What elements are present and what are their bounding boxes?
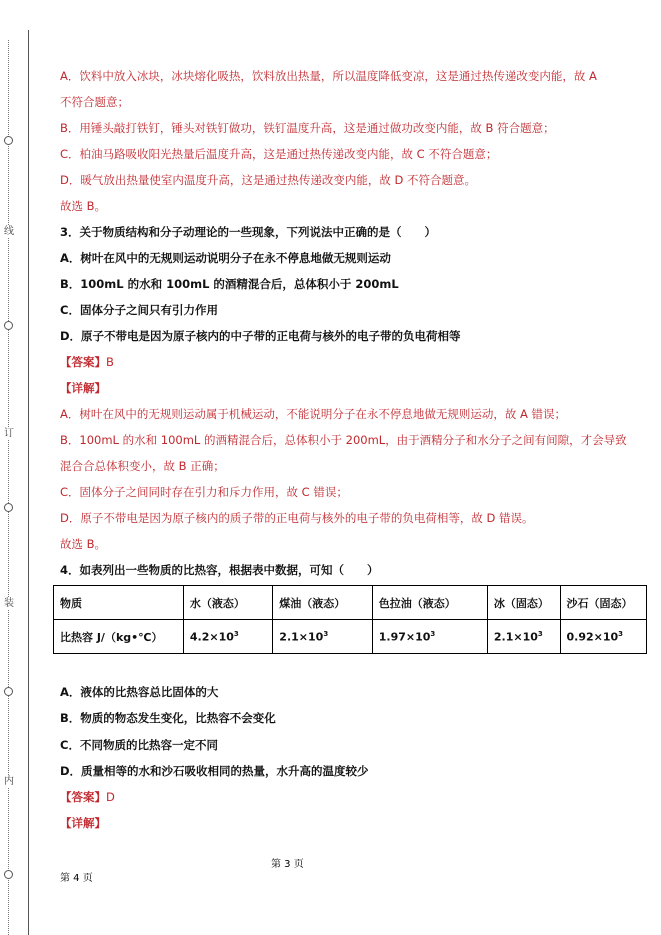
margin-char-nei: 内 xyxy=(4,776,14,787)
specific-heat-table xyxy=(53,585,647,654)
margin-dotted-line xyxy=(8,40,9,935)
table-header-cell: 煤油（液态） xyxy=(273,586,372,620)
margin-solid-line xyxy=(28,30,29,935)
page-number-left: 第 4 页 xyxy=(60,873,93,884)
q3-option-b: B．100mL 的水和 100mL 的酒精混合后，总体积小于 200mL xyxy=(60,277,399,291)
margin-char-ding: 订 xyxy=(4,428,14,439)
table-cell-ice: $2.1\times 10^3$ xyxy=(487,620,560,654)
q4-option-a: A．液体的比热容总比固体的大 xyxy=(60,685,219,699)
q2-explain-b: B．用锤头敲打铁钉，锤头对铁钉做功，铁钉温度升高，这是通过做功改变内能，故 B 符合题意； xyxy=(60,121,555,135)
q3-explain-c: C．固体分子之间同时存在引力和斥力作用，故 C 错误； xyxy=(60,485,348,499)
q3-explain-d: D．原子不带电是因为原子核内的质子带的正电荷与核外的电子带的负电荷相等，故 D 错误。 xyxy=(60,511,534,525)
table-cell-salad-oil: $1.97\times 10^3$ xyxy=(372,620,487,654)
q3-answer-value: B xyxy=(106,355,114,369)
table-row xyxy=(54,620,647,654)
margin-circle xyxy=(4,321,13,330)
table-cell-kerosene: $2.1\times 10^3$ xyxy=(273,620,372,654)
q3-stem: 3．关于物质结构和分子动理论的一些现象，下列说法中正确的是（ ） xyxy=(60,225,436,239)
table-header-cell: 色拉油（液态） xyxy=(372,586,487,620)
q3-option-a: A．树叶在风中的无规则运动说明分子在永不停息地做无规则运动 xyxy=(60,251,391,265)
margin-circle xyxy=(4,687,13,696)
table-cell-sand: $0.92\times 10^3$ xyxy=(560,620,647,654)
q4-stem: 4．如表列出一些物质的比热容，根据表中数据，可知（ ） xyxy=(60,563,379,577)
margin-char-zhuang: 装 xyxy=(4,598,14,609)
q4-option-c: C．不同物质的比热容一定不同 xyxy=(60,738,218,752)
q4-answer-label: 【答案】 xyxy=(60,790,106,804)
table-cell-water: $4.2\times 10^3$ xyxy=(183,620,272,654)
q2-explain-d: D．暖气放出热量使室内温度升高，这是通过热传递改变内能，故 D 不符合题意。 xyxy=(60,173,477,187)
table-header-cell: 沙石（固态） xyxy=(560,586,647,620)
q4-explain-label: 【详解】 xyxy=(60,816,106,830)
q4-option-b: B．物质的物态发生变化，比热容不会变化 xyxy=(60,711,276,725)
q3-option-d: D．原子不带电是因为原子核内的中子带的正电荷与核外的电子带的负电荷相等 xyxy=(60,329,461,343)
table-row-label: 比热容 J/（kg•℃） xyxy=(54,620,184,654)
q4-answer xyxy=(60,789,115,805)
q3-explain-b-line2: 混合合总体积变小，故 B 正确； xyxy=(60,459,225,473)
table-header-cell: 水（液态） xyxy=(183,586,272,620)
q3-answer-label: 【答案】 xyxy=(60,355,106,369)
margin-circle xyxy=(4,136,13,145)
q2-explain-a-line2: 不符合题意； xyxy=(60,95,129,109)
q3-explain-a: A．树叶在风中的无规则运动属于机械运动，不能说明分子在永不停息地做无规则运动，故 A 错误； xyxy=(60,407,567,421)
margin-circle xyxy=(4,870,13,879)
margin-circle xyxy=(4,503,13,512)
q2-explain-a-line1: A．饮料中放入冰块，冰块熔化吸热，饮料放出热量，所以温度降低变凉，这是通过热传递改变内能，故 A xyxy=(60,69,597,83)
page-number-center: 第 3 页 xyxy=(271,859,304,870)
q3-answer xyxy=(60,354,114,370)
q3-option-c: C．固体分子之间只有引力作用 xyxy=(60,303,218,317)
q4-answer-value: D xyxy=(106,790,115,804)
q2-conclusion: 故选 B。 xyxy=(60,199,107,213)
table-header-row xyxy=(54,586,647,620)
table-header-cell: 冰（固态） xyxy=(487,586,560,620)
table-header-cell: 物质 xyxy=(54,586,184,620)
q2-explain-c: C．柏油马路吸收阳光热量后温度升高，这是通过热传递改变内能，故 C 不符合题意； xyxy=(60,147,498,161)
margin-char-xian: 线 xyxy=(4,226,14,237)
q4-option-d: D．质量相等的水和沙石吸收相同的热量，水升高的温度较少 xyxy=(60,764,369,778)
q3-explain-label: 【详解】 xyxy=(60,381,106,395)
q3-explain-b-line1: B．100mL 的水和 100mL 的酒精混合后，总体积小于 200mL，由于酒精分子和水分子之间有间隙，才会导致 xyxy=(60,433,627,447)
q3-conclusion: 故选 B。 xyxy=(60,537,107,551)
